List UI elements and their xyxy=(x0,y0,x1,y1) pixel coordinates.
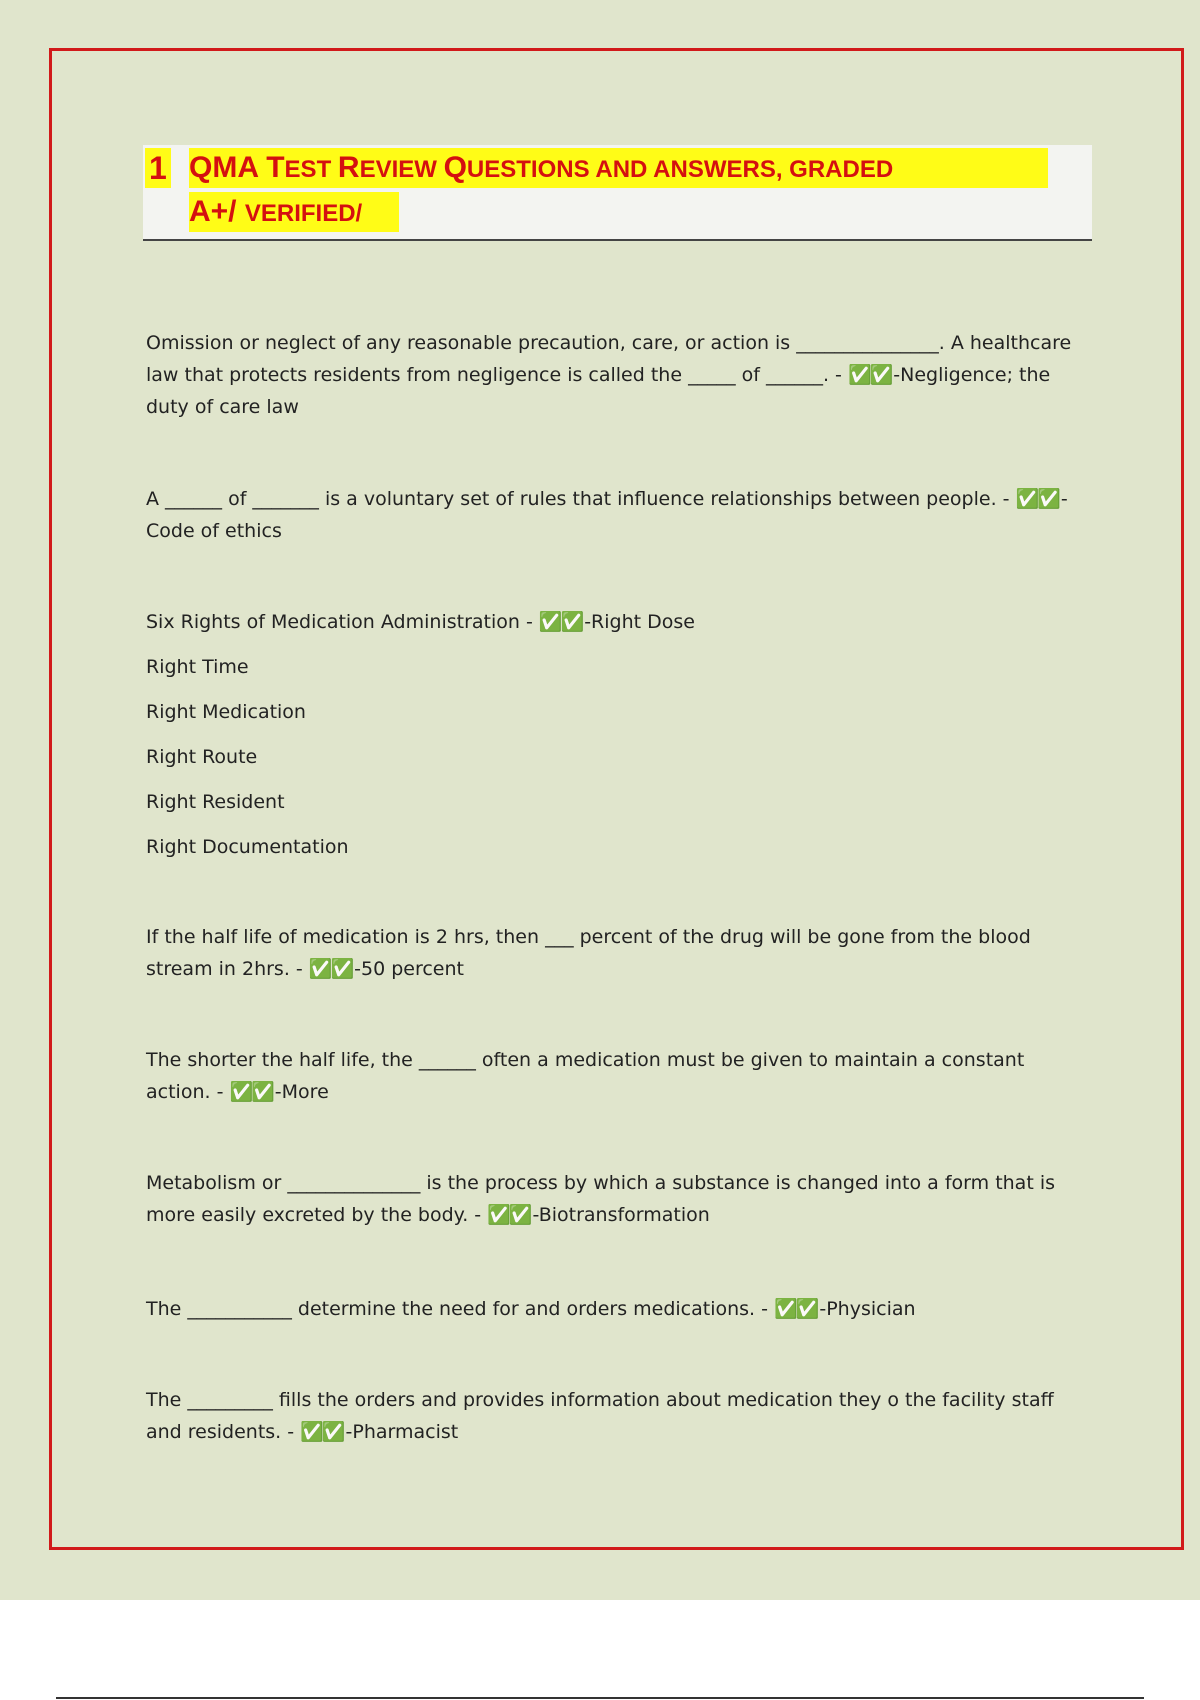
qa-item xyxy=(146,921,1091,985)
qa-item xyxy=(146,1293,1091,1325)
heading-number: 1 xyxy=(145,148,171,188)
title-fragment: UESTIONS AND ANSWERS, GRADED xyxy=(466,156,894,183)
qa-line: Omission or neglect of any reasonable precaution, care, or action is _______________. A healthcare law that protects residents from negligence is called the _____ of ______. - ✅✅ -Negligence; the duty of care law xyxy=(146,332,1072,418)
qa-line: A ______ of _______ is a voluntary set of rules that influence relationships between people. - ✅✅ -Code of ethics xyxy=(146,488,1068,542)
qa-line: Right Resident xyxy=(146,791,285,813)
double-check-icon: ✅✅ xyxy=(300,1421,344,1443)
double-check-icon: ✅✅ xyxy=(538,611,583,633)
qa-line: The shorter the half life, the ______ often a medication must be given to maintain a constant action. - ✅✅ -More xyxy=(146,1049,1025,1103)
title-fragment: VERIFIED/ xyxy=(244,200,363,227)
qa-line: Six Rights of Medication Administration - ✅✅ -Right Dose xyxy=(146,611,695,633)
qa-item xyxy=(146,483,1091,547)
title-fragment: QMA T xyxy=(189,151,285,184)
title-fragment: EST xyxy=(284,156,338,183)
double-check-icon: ✅✅ xyxy=(1015,488,1059,510)
title-fragment: R xyxy=(337,151,360,184)
heading-title-line-1 xyxy=(189,148,1048,188)
qa-item xyxy=(146,327,1091,423)
footer-rule xyxy=(56,1697,1144,1699)
title-fragment: A+/ xyxy=(189,195,245,228)
double-check-icon: ✅✅ xyxy=(308,958,353,980)
qa-line: Right Medication xyxy=(146,701,306,723)
qa-line: Right Route xyxy=(146,746,258,768)
double-check-icon: ✅✅ xyxy=(847,364,892,386)
qa-item xyxy=(146,606,1091,876)
double-check-icon: ✅✅ xyxy=(229,1081,273,1103)
qa-line: Metabolism or ______________ is the process by which a substance is changed into a form that is more easily excreted by the body. - ✅✅ -Biotransformation xyxy=(146,1172,1055,1226)
qa-item xyxy=(146,1167,1091,1231)
qa-line: Right Time xyxy=(146,656,249,678)
qa-item xyxy=(146,1044,1091,1108)
qa-line: The _________ fills the orders and provides information about medication they o the facility staff and residents. - ✅✅ -Pharmacist xyxy=(146,1389,1054,1443)
double-check-icon: ✅✅ xyxy=(487,1204,531,1226)
qa-line: Right Documentation xyxy=(146,836,349,858)
title-fragment: Q xyxy=(443,151,467,184)
title-fragment: EVIEW xyxy=(359,156,444,183)
double-check-icon: ✅✅ xyxy=(774,1298,818,1320)
qa-line: The ___________ determine the need for and orders medications. - ✅✅ -Physician xyxy=(146,1298,916,1320)
heading-title-line-2 xyxy=(189,192,399,232)
qa-line: If the half life of medication is 2 hrs, then ___ percent of the drug will be gone from the blood stream in 2hrs. - ✅✅ -50 percent xyxy=(146,926,1031,980)
qa-item xyxy=(146,1384,1091,1448)
